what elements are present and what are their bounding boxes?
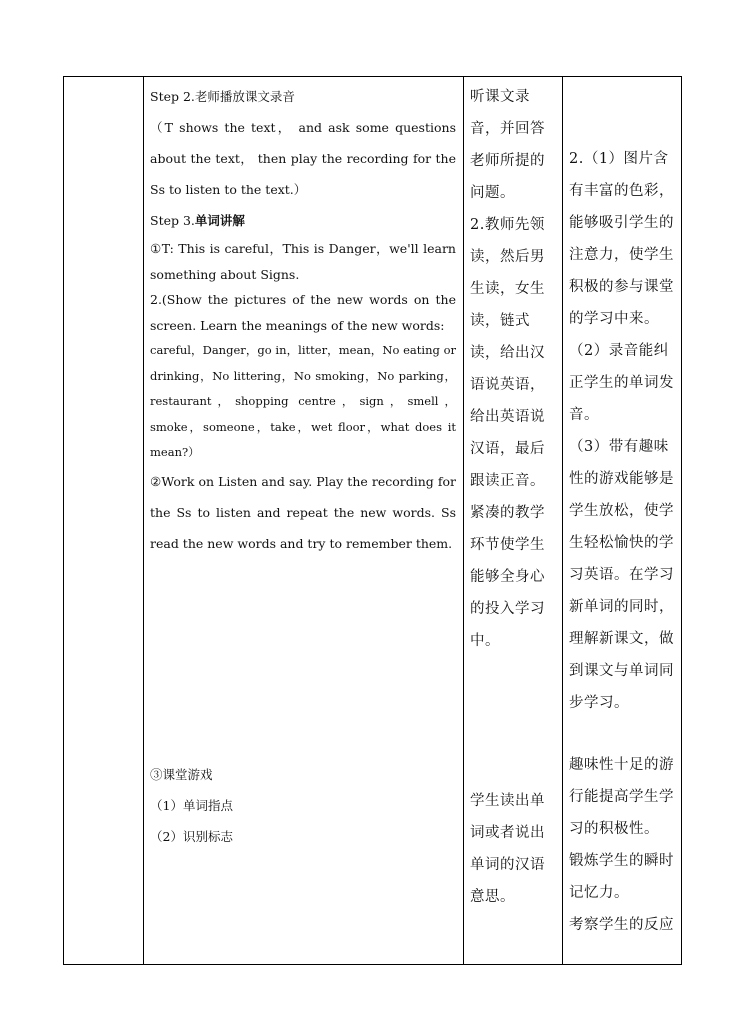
step3-item3: ②Work on Listen and say. Play the recording for the Ss to listen and repeat the new words. Ss read the new words and try to remember them. xyxy=(150,473,456,551)
game-title: ③课堂游戏 xyxy=(150,766,213,782)
step3-item2: 2.(Show the pictures of the new words on the screen. Learn the meanings of the new words: xyxy=(150,292,456,333)
intent-para-4: 趣味性十足的游行能提高学生学习的积极性。 xyxy=(569,757,674,837)
step3-title xyxy=(150,205,456,236)
new-word-list: careful，Danger，go in，litter，mean，No eating or drinking，No littering，No smoking，No parking，restaurant，shopping centre，sign，smell，smoke，someone，take，wet floor，what does it mean?） xyxy=(150,343,456,459)
spacer xyxy=(470,657,558,785)
game-item-2: （2）识别标志 xyxy=(150,828,233,844)
game-item-1: （1）单词指点 xyxy=(150,797,233,813)
intent-para-2: （2）录音能纠正学生的单词发音。 xyxy=(569,343,674,423)
procedure-column xyxy=(144,77,462,852)
intent-para-6: 考察学生的反应 xyxy=(569,917,674,933)
step3-prefix: Step 3. xyxy=(150,213,195,228)
spacer xyxy=(569,81,678,143)
activity-block-2: 2.教师先领读，然后男生读，女生读，链式读，给出汉语说英语，给出英语说汉语，最后跟读正音。紧凑的教学环节使学生能够全身心的投入学习中。 xyxy=(470,217,545,649)
step3-item1: ①T: This is careful，This is Danger，we'll learn something about Signs. xyxy=(150,241,456,282)
step2-title: Step 2.老师播放课文录音 xyxy=(150,89,295,104)
activity-block-1: 听课文录音，并回答老师所提的问题。 xyxy=(470,89,545,201)
step2-body: （T shows the text， and ask some questions about the text， then play the recording for the Ss to listen to the text.） xyxy=(150,120,456,197)
activity-block-3: 学生读出单词或者说出单词的汉语意思。 xyxy=(470,793,545,905)
intent-para-1: 2.（1）图片含有丰富的色彩，能够吸引学生的注意力，使学生积极的参与课堂的学习中来。 xyxy=(569,151,674,327)
spacer xyxy=(150,559,456,759)
lesson-plan-table xyxy=(63,76,682,965)
step3-bold-title: 单词讲解 xyxy=(194,213,245,228)
student-activity-column xyxy=(464,77,562,913)
intent-para-5: 锻炼学生的瞬时记忆力。 xyxy=(569,853,674,901)
intent-para-3: （3）带有趣味性的游戏能够是学生放松，使学生轻松愉快的学习英语。在学习新单词的同时，理解新课文，做到课文与单词同步学习。 xyxy=(569,439,674,711)
spacer xyxy=(569,719,678,749)
design-intent-column xyxy=(563,77,682,941)
